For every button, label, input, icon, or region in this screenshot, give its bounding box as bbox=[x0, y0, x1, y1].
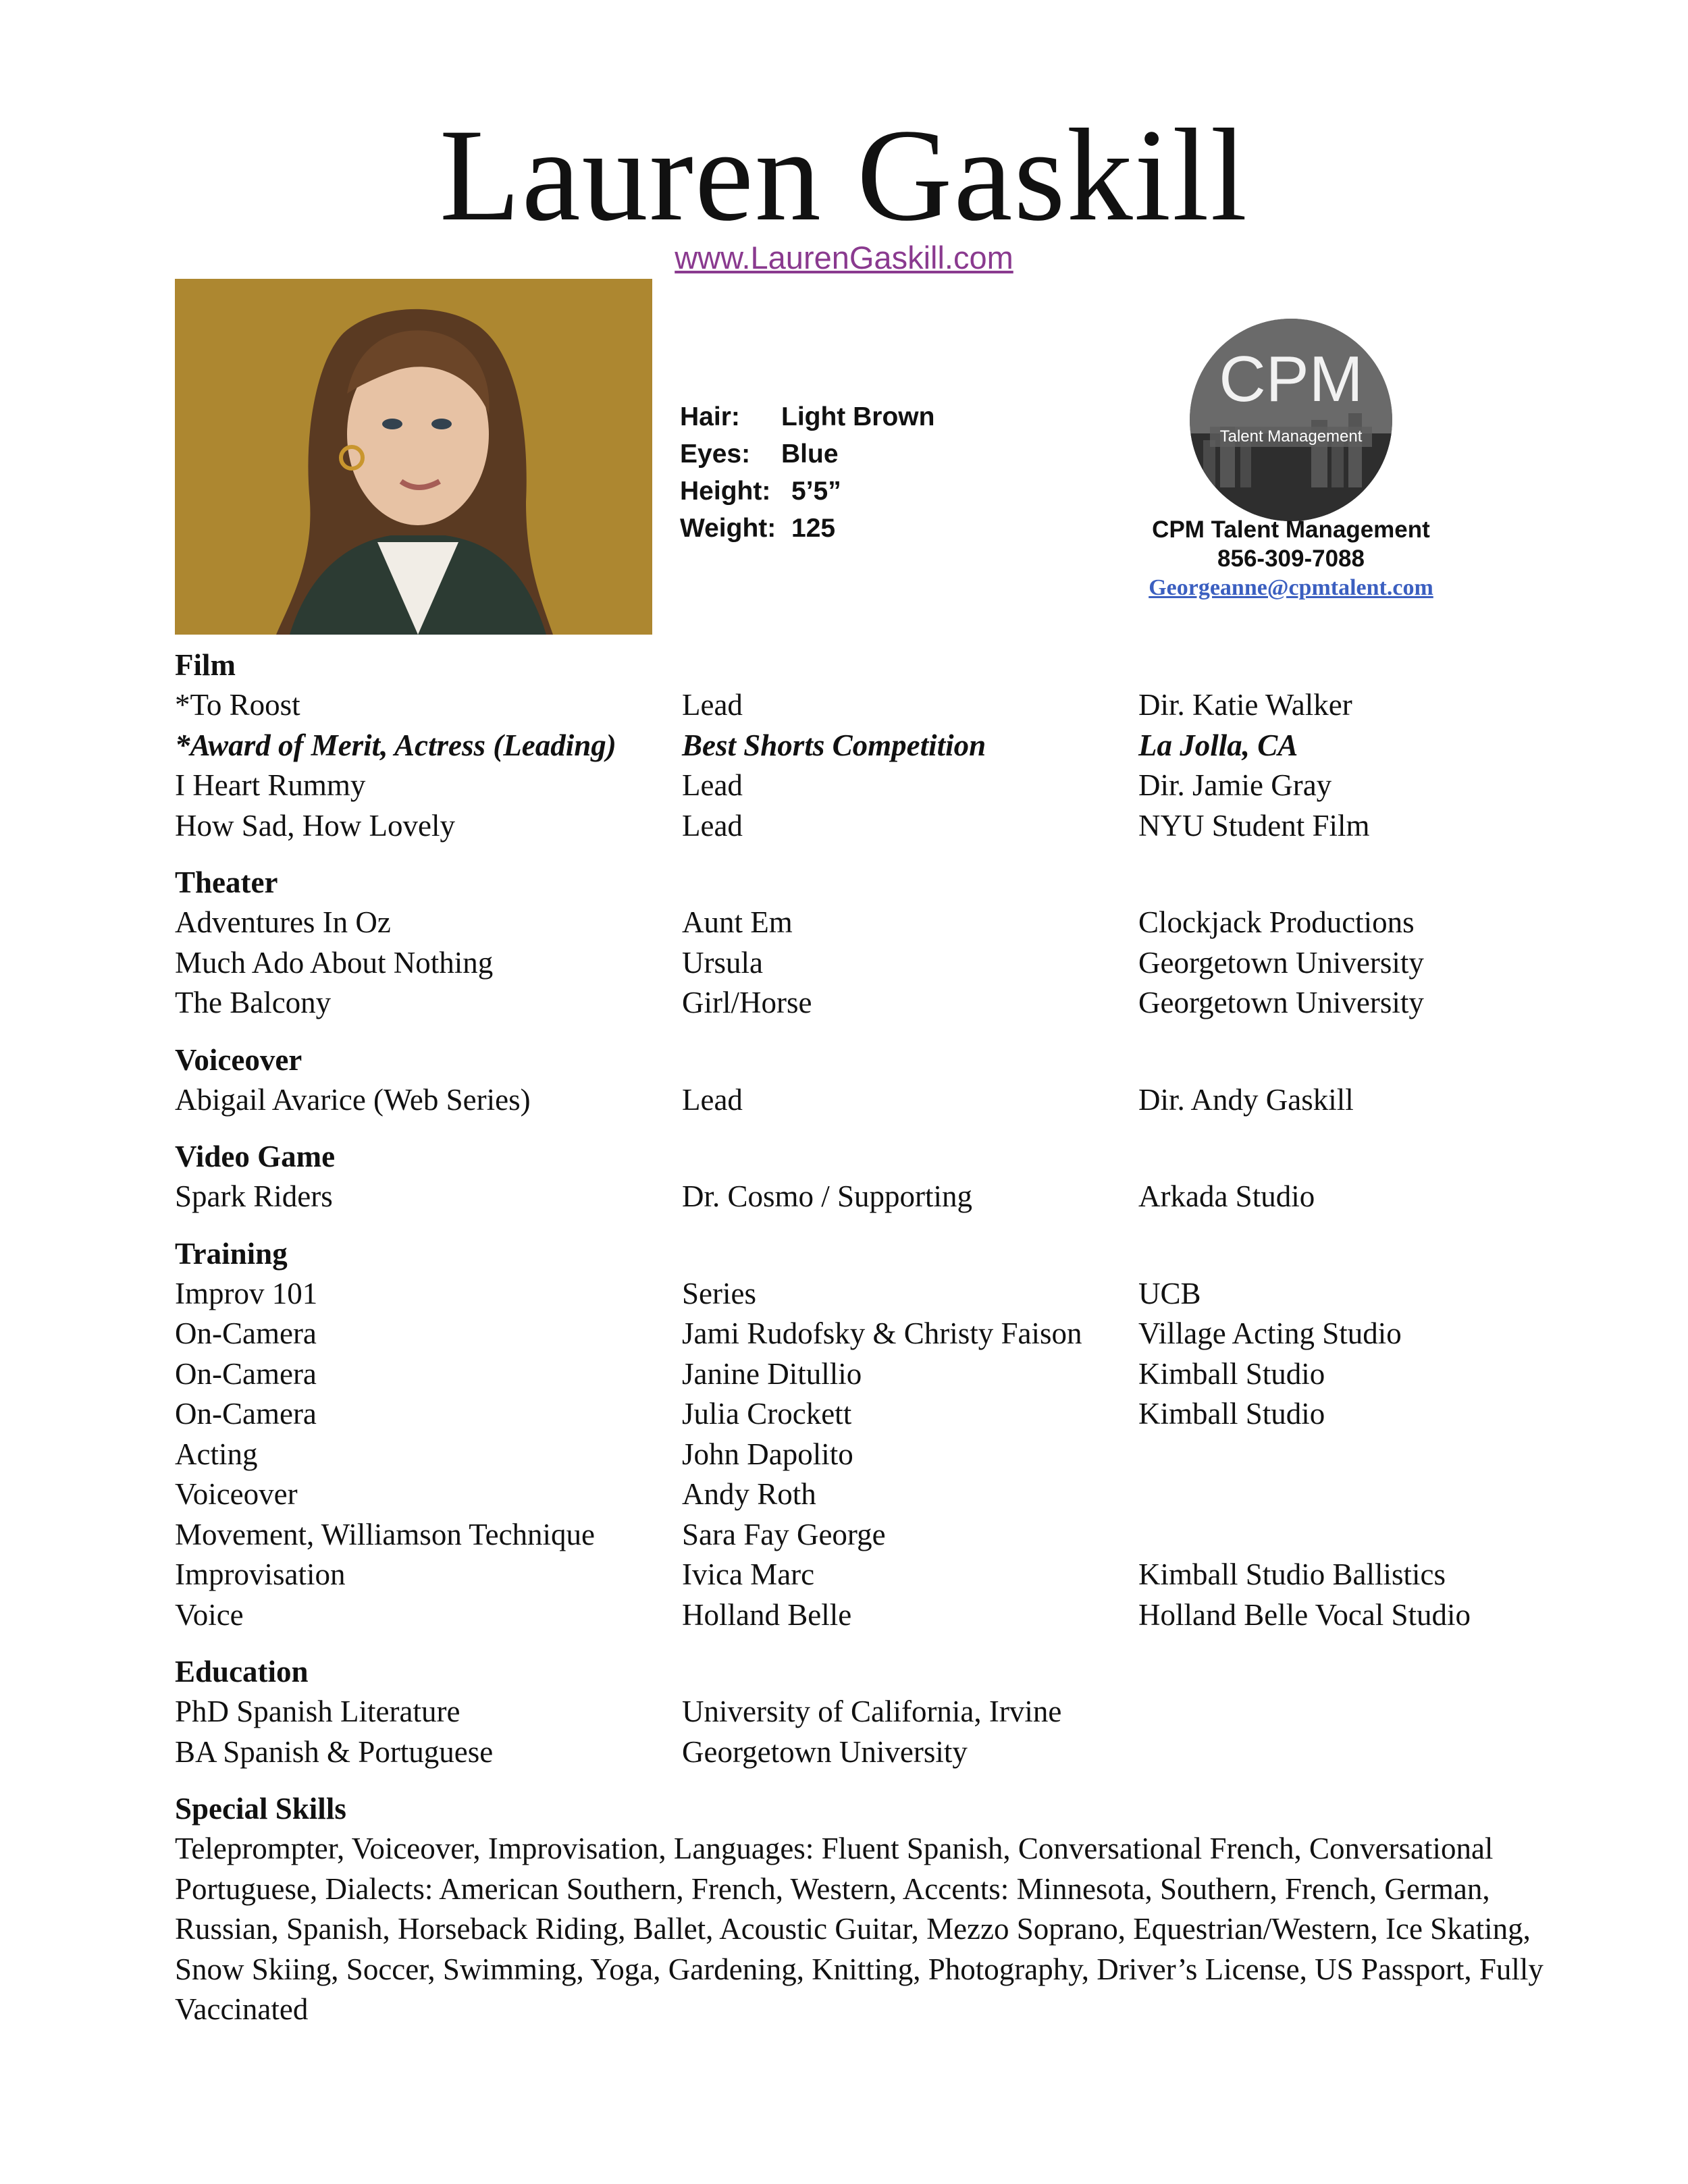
stat-label: Eyes: bbox=[680, 440, 751, 469]
training-teacher: Holland Belle bbox=[682, 1597, 852, 1632]
credit-row bbox=[175, 766, 1559, 806]
training-row bbox=[175, 1515, 1559, 1555]
education-row bbox=[175, 1732, 1559, 1773]
training-subject: On-Camera bbox=[175, 1356, 317, 1391]
logo-sub-text: Talent Management bbox=[1219, 427, 1363, 446]
training-teacher: Series bbox=[682, 1276, 756, 1310]
credit-title: I Heart Rummy bbox=[175, 768, 366, 802]
training-teacher: Ivica Marc bbox=[682, 1557, 815, 1591]
section-theater bbox=[175, 862, 1559, 1023]
credit-director: NYU Student Film bbox=[1138, 808, 1370, 843]
credit-row bbox=[175, 983, 1559, 1023]
stat-label: Hair: bbox=[680, 402, 740, 431]
section-heading: Education bbox=[175, 1655, 309, 1688]
credit-role: Lead bbox=[682, 688, 743, 722]
training-teacher: John Dapolito bbox=[682, 1437, 853, 1471]
agency-name: CPM Talent Management bbox=[1152, 516, 1430, 543]
training-studio: UCB bbox=[1138, 1276, 1201, 1310]
training-subject: On-Camera bbox=[175, 1316, 317, 1350]
stat-weight bbox=[680, 510, 934, 547]
training-studio: Holland Belle Vocal Studio bbox=[1138, 1597, 1471, 1632]
credit-title: Abigail Avarice (Web Series) bbox=[175, 1082, 531, 1117]
stat-label: Height: bbox=[680, 477, 771, 506]
credit-title: Spark Riders bbox=[175, 1179, 333, 1213]
section-voiceover bbox=[175, 1040, 1559, 1121]
training-teacher: Julia Crockett bbox=[682, 1397, 852, 1431]
stat-value: Blue bbox=[781, 440, 839, 469]
training-row bbox=[175, 1555, 1559, 1595]
award-title: *Award of Merit, Actress (Leading) bbox=[175, 728, 616, 762]
institution: University of California, Irvine bbox=[682, 1695, 1062, 1728]
section-heading: Theater bbox=[175, 865, 278, 899]
section-heading: Training bbox=[175, 1236, 288, 1271]
training-row bbox=[175, 1595, 1559, 1636]
training-subject: Movement, Williamson Technique bbox=[175, 1517, 596, 1551]
resume-body bbox=[175, 645, 1559, 2046]
section-video-game bbox=[175, 1136, 1559, 1217]
section-training bbox=[175, 1233, 1559, 1636]
credit-role: Dr. Cosmo / Supporting bbox=[682, 1179, 973, 1213]
training-row bbox=[175, 1314, 1559, 1354]
training-subject: Voiceover bbox=[175, 1477, 298, 1511]
credit-role: Lead bbox=[682, 808, 743, 843]
headshot-photo bbox=[175, 279, 652, 635]
stat-label: Weight: bbox=[680, 514, 776, 543]
training-studio: Village Acting Studio bbox=[1138, 1316, 1402, 1350]
website-link[interactable]: www.LaurenGaskill.com bbox=[675, 240, 1013, 275]
institution: Georgetown University bbox=[682, 1734, 968, 1769]
credit-title: Adventures In Oz bbox=[175, 905, 391, 939]
stat-value: Light Brown bbox=[781, 402, 935, 431]
education-note bbox=[1138, 1692, 1544, 1732]
credit-row bbox=[175, 943, 1559, 984]
award-location: La Jolla, CA bbox=[1138, 728, 1298, 762]
credit-role: Aunt Em bbox=[682, 905, 793, 939]
credit-studio: Arkada Studio bbox=[1138, 1179, 1315, 1213]
agency-phone: 856-309-7088 bbox=[1217, 545, 1365, 572]
credit-role: Girl/Horse bbox=[682, 986, 812, 1019]
section-film bbox=[175, 645, 1559, 846]
award-competition: Best Shorts Competition bbox=[682, 728, 986, 762]
education-note bbox=[1138, 1732, 1544, 1773]
credit-title: The Balcony bbox=[175, 986, 332, 1019]
credit-row bbox=[175, 685, 1559, 726]
logo-main-text: CPM bbox=[1219, 343, 1363, 415]
stat-height bbox=[680, 473, 934, 510]
training-row bbox=[175, 1435, 1559, 1475]
training-subject: Acting bbox=[175, 1437, 258, 1471]
stat-hair bbox=[680, 398, 934, 435]
credit-director: Dir. Katie Walker bbox=[1138, 688, 1352, 722]
training-subject: Voice bbox=[175, 1597, 244, 1632]
training-subject: Improvisation bbox=[175, 1557, 346, 1591]
training-teacher: Jami Rudofsky & Christy Faison bbox=[682, 1316, 1082, 1350]
training-studio bbox=[1138, 1515, 1544, 1555]
degree: BA Spanish & Portuguese bbox=[175, 1734, 494, 1769]
skills-text: Teleprompter, Voiceover, Improvisation, Languages: Fluent Spanish, Conversational French, Conversational Portuguese, Dialects: American Southern, French, Western, Accents: Minnesota, Southern, French, German, Russian, Spanish, Horseback Riding, Ballet, Acoustic Guitar, Mezzo Soprano, Equestrian/Western, Ice Skating, Snow Skiing, Soccer, Swimming, Yoga, Gardening, Knitting, Photography, Driver’s License, US Passport, Fully Vaccinated bbox=[175, 1832, 1544, 2026]
section-heading: Film bbox=[175, 648, 236, 682]
credit-row bbox=[175, 1177, 1559, 1217]
training-teacher: Janine Ditullio bbox=[682, 1356, 862, 1391]
agency-logo bbox=[1190, 319, 1392, 521]
credit-role: Lead bbox=[682, 768, 743, 802]
credit-row bbox=[175, 806, 1559, 847]
training-subject: On-Camera bbox=[175, 1397, 317, 1431]
training-row bbox=[175, 1354, 1559, 1395]
agency-email[interactable]: Georgeanne@cpmtalent.com bbox=[1149, 575, 1433, 600]
training-row bbox=[175, 1474, 1559, 1515]
section-heading: Special Skills bbox=[175, 1792, 346, 1826]
stat-eyes bbox=[680, 435, 934, 473]
training-teacher: Sara Fay George bbox=[682, 1517, 886, 1551]
training-row bbox=[175, 1274, 1559, 1314]
section-heading: Voiceover bbox=[175, 1042, 302, 1077]
stat-value: 125 bbox=[791, 514, 836, 543]
training-teacher: Andy Roth bbox=[682, 1477, 816, 1511]
physical-stats bbox=[680, 398, 934, 547]
credit-role: Ursula bbox=[682, 945, 763, 980]
credit-row bbox=[175, 903, 1559, 943]
credit-title: How Sad, How Lovely bbox=[175, 808, 455, 843]
training-studio bbox=[1138, 1474, 1544, 1515]
credit-director: Dir. Jamie Gray bbox=[1138, 768, 1332, 802]
credit-row bbox=[175, 1080, 1559, 1121]
education-row bbox=[175, 1692, 1559, 1732]
actor-name: Lauren Gaskill bbox=[439, 102, 1249, 248]
credit-company: Georgetown University bbox=[1138, 945, 1424, 980]
credit-title: *To Roost bbox=[175, 688, 300, 722]
training-studio: Kimball Studio Ballistics bbox=[1138, 1557, 1446, 1591]
training-studio: Kimball Studio bbox=[1138, 1356, 1325, 1391]
training-studio: Kimball Studio bbox=[1138, 1397, 1325, 1431]
training-studio bbox=[1138, 1435, 1544, 1475]
credit-company: Clockjack Productions bbox=[1138, 905, 1415, 939]
credit-director: Dir. Andy Gaskill bbox=[1138, 1082, 1354, 1117]
credit-company: Georgetown University bbox=[1138, 986, 1424, 1019]
section-education bbox=[175, 1651, 1559, 1772]
credit-role: Lead bbox=[682, 1082, 743, 1117]
training-row bbox=[175, 1394, 1559, 1435]
section-heading: Video Game bbox=[175, 1140, 336, 1173]
training-subject: Improv 101 bbox=[175, 1276, 318, 1310]
section-special-skills bbox=[175, 1788, 1559, 2030]
credit-title: Much Ado About Nothing bbox=[175, 945, 494, 980]
stat-value: 5’5” bbox=[791, 477, 841, 506]
degree: PhD Spanish Literature bbox=[175, 1695, 460, 1728]
agency-contact bbox=[1080, 515, 1502, 602]
award-row bbox=[175, 726, 1559, 766]
